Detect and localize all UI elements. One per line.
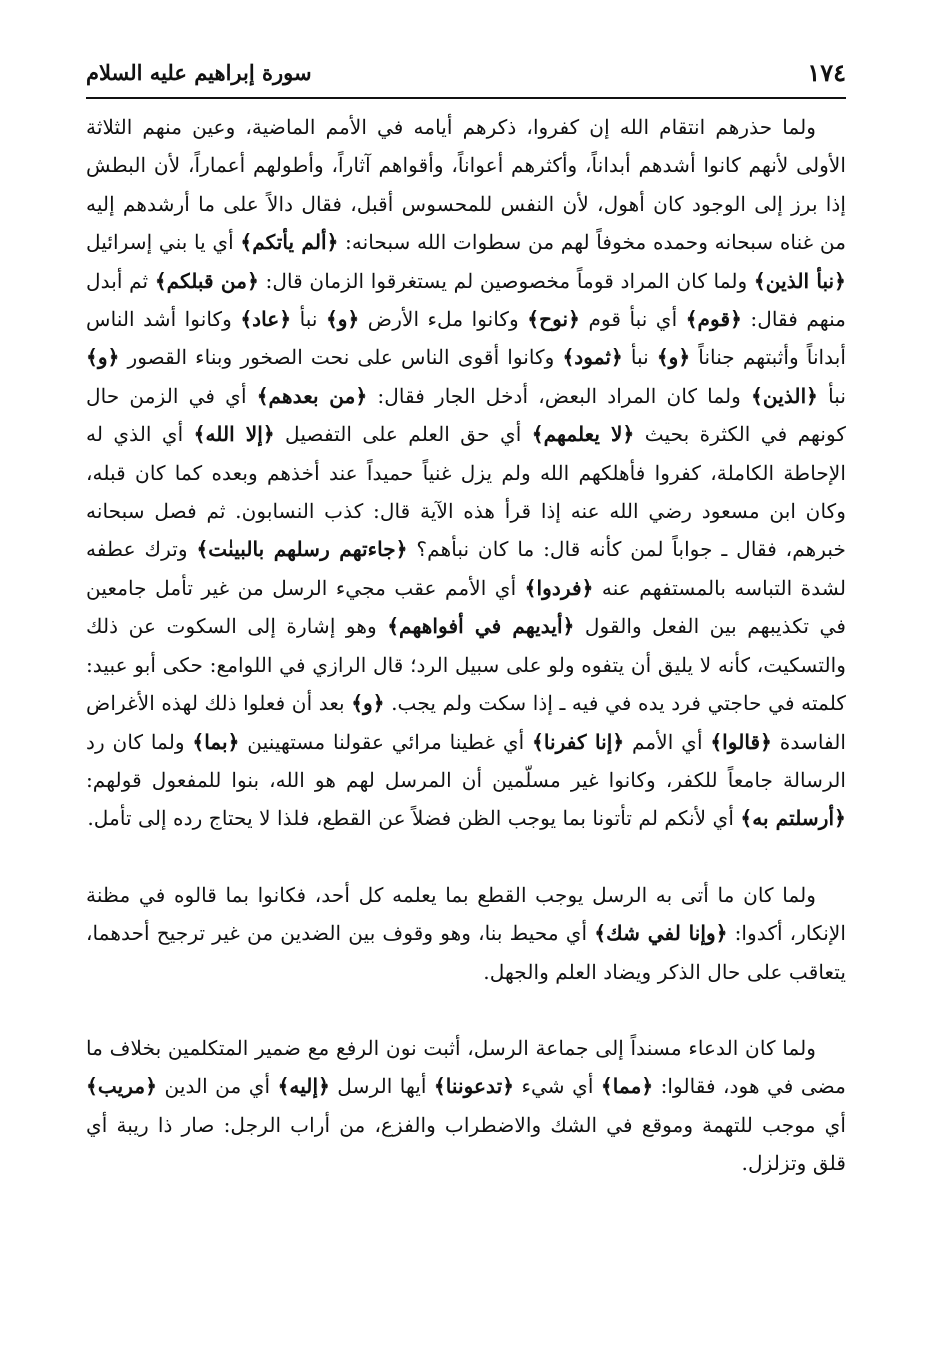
quran-quote: ﴿مريب﴾ — [86, 1074, 158, 1099]
paragraph — [86, 876, 846, 991]
text-run: ولما حذرهم انتقام الله إن كفروا، ذكرهم أيامه في الأمم الماضية، وعين منهم الثلاثة الأولى لأنهم كانوا أشدهم أبداناً، وأكثرهم أعواناً، وأقواهم آثاراً، وأطولهم أعماراً، لأن البطش إذا برز إلى الوجود كان أهول، لأن النفس للمحسوس أقبل، فقال دالاً على ما أرشدهم إليه من غناه سبحانه وحمده مخوفاً لهم من سطوات الله سبحانه: — [86, 115, 847, 255]
quran-quote: ﴿ثمود﴾ — [562, 345, 623, 370]
text-run: نبأ — [291, 307, 326, 332]
text-run: ثم أبدل منهم فقال: — [86, 268, 846, 332]
text-run: أي موجب للتهمة وموقع في الشك والاضطراب والفزع، من أراب الرجل: صار ذا ريبة أي قلق وتزلزل. — [86, 1112, 846, 1176]
text-run: ولما كان المراد البعض، أدخل الجار فقال: — [367, 383, 752, 408]
text-run: وكانوا أشد الناس أبداناً وأثبتهم جناناً — [86, 307, 846, 370]
header-rule — [86, 97, 846, 99]
quran-quote: ﴿و﴾ — [86, 345, 120, 370]
quran-quote: ﴿من قبلكم﴾ — [154, 268, 259, 293]
text-run: أي حق العلم على التفصيل — [274, 422, 532, 447]
text-run: أي في الزمن حال كونهم في الكثرة بحيث — [86, 383, 846, 447]
quran-quote: ﴿قالوا﴾ — [710, 729, 772, 754]
text-run: ولما كان ما أتى به الرسل يوجب القطع بما يعلمه كل أحد، فكانوا بما قالوه في مظنة الإنكار، أكدوا: — [86, 882, 846, 946]
page-body — [86, 108, 846, 1183]
quran-quote: ﴿إنا كفرنا﴾ — [532, 729, 625, 754]
quran-quote: ﴿نبأ الذين﴾ — [753, 268, 847, 293]
quran-quote: ﴿فردوا﴾ — [524, 575, 594, 600]
text-run: ولما كان المراد قوماً مخصوصين لم يستغرقوا الزمان قال: — [258, 268, 754, 293]
quran-quote: ﴿وإنا لفي شك﴾ — [594, 921, 728, 946]
text-run: أي من الدين — [157, 1074, 278, 1099]
quran-quote: ﴿قوم﴾ — [685, 307, 742, 332]
text-run: نبأ — [818, 383, 846, 408]
paragraph — [86, 1029, 846, 1183]
quran-quote: ﴿و﴾ — [656, 345, 691, 370]
quran-quote: ﴿من بعدهم﴾ — [256, 383, 368, 408]
text-run: أي محيط بنا، وهو وقوف بين الضدين من غير ترجيح أحدهما، يتعاقب على حال الذكر ويضاد العلم والجهل. — [86, 921, 846, 984]
text-run: أي يا بني إسرائيل — [86, 230, 241, 255]
text-run: ولما كان رد الرسالة جامعاً للكفر، وكانوا غير مسلّمين أن المرسل لهم هو الله، بنوا للمفعول قولهم: — [86, 729, 846, 792]
quran-quote: ﴿بما﴾ — [192, 729, 240, 754]
text-run: ولما كان الدعاء مسنداً إلى جماعة الرسل، أثبت نون الرفع مع ضمير المتكلمين بخلاف ما مضى في هود، فقالوا: — [86, 1035, 846, 1099]
text-run: بعد أن فعلوا ذلك لهذه الأغراض الفاسدة — [86, 691, 846, 754]
quran-quote: ﴿نوح﴾ — [527, 307, 580, 332]
page-number: ١٧٤ — [807, 58, 846, 87]
text-run: أي الأمم عقب مجيء الرسل من غير تأمل جامعين في تكذيبهم بين الفعل والقول — [86, 575, 846, 639]
quran-quote: ﴿تدعوننا﴾ — [433, 1074, 515, 1099]
quran-quote: ﴿ألم يأتكم﴾ — [240, 230, 339, 255]
quran-quote: ﴿و﴾ — [325, 307, 360, 332]
quran-quote: ﴿أرسلتم به﴾ — [740, 806, 846, 831]
text-run: أي نبأ قوم — [579, 307, 686, 332]
quran-quote: ﴿إلا الله﴾ — [193, 422, 275, 447]
quran-quote: ﴿و﴾ — [351, 691, 385, 716]
text-run: أي غطينا مرائي عقولنا مستهينين — [239, 729, 533, 754]
text-run: أيها الرسل — [329, 1074, 434, 1099]
running-title: سورة إبراهيم عليه السلام — [86, 60, 312, 85]
quran-quote: ﴿الذين﴾ — [751, 383, 819, 408]
quran-quote: ﴿إليه﴾ — [277, 1074, 330, 1099]
text-run: وكانوا ملء الأرض — [359, 307, 528, 332]
quran-quote: ﴿أيديهم في أفواههم﴾ — [387, 614, 575, 639]
text-run: نبأ — [622, 345, 657, 370]
text-run: أي الذي له الإحاطة الكاملة، كفروا فأهلكهم الله ولم يزل غنياً حميداً عند أخذهم وبعده كما كان قبله، وكان ابن مسعود رضي الله عنه إذا قرأ هذه الآية قال: كذب النسابون. ثم فصل سبحانه خبرهم، فقال ـ جواباً لمن كأنه قال: ما كان نبأهم؟ — [86, 422, 846, 562]
quran-quote: ﴿عاد﴾ — [240, 307, 292, 332]
text-run: وترك عطفه لشدة التباسه بالمستفهم عنه — [86, 537, 846, 600]
page-header — [86, 58, 846, 88]
text-run: أي شيء — [514, 1074, 601, 1099]
text-run: وهو إشارة إلى السكوت عن ذلك والتسكيت، كأنه لا يليق أن يتفوه ولو على سبيل الرد؛ قال الرازي في اللوامع: حكى أبو عبيد: كلمته في حاجتي فرد يده في فيه ـ إذا سكت ولم يجب. — [86, 614, 846, 716]
paragraph-gap — [86, 838, 846, 876]
text-run: أي الأمم — [624, 729, 711, 754]
quran-quote: ﴿لا يعلمهم﴾ — [531, 422, 635, 447]
paragraph — [86, 108, 846, 838]
quran-quote: ﴿مما﴾ — [600, 1074, 654, 1099]
quran-quote: ﴿جاءتهم رسلهم بالبينٰت﴾ — [196, 537, 408, 562]
text-run: أي لأنكم لم تأتونا بما يوجب الظن فضلاً عن القطع، فلذا لا يحتاج رده إلى تأمل. — [87, 806, 741, 831]
text-run: وكانوا أقوى الناس على نحت الصخور وبناء القصور — [119, 345, 563, 370]
paragraph-gap — [86, 991, 846, 1029]
